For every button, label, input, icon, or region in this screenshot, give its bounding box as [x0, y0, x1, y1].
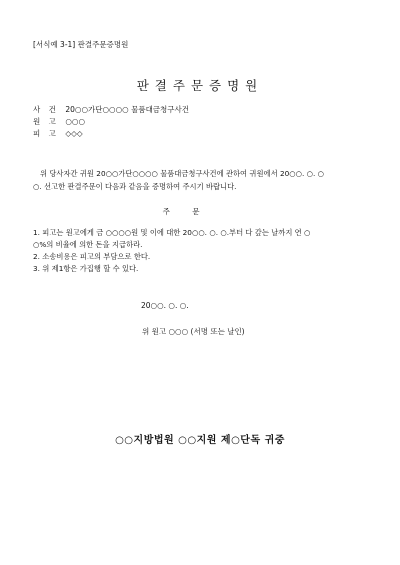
party-value: ◇◇◇	[65, 129, 83, 138]
court-addressee: ○○지방법원 ○○지원 제○단독 귀중	[115, 435, 285, 446]
order-line: 3. 위 제1항은 가집행 할 수 있다.	[33, 264, 139, 273]
page-title: 판결주문증명원	[136, 78, 264, 93]
order-line: ○%의 비율에 의한 돈을 지급하라.	[33, 240, 143, 249]
applicant-signature-line: 위 원고 ○○○ (서명 또는 날인)	[142, 327, 245, 336]
party-label: 원 고	[33, 117, 59, 126]
party-label: 피 고	[33, 129, 59, 138]
party-row-case	[33, 104, 189, 115]
party-row-defendant	[33, 128, 83, 139]
order-line: 1. 피고는 원고에게 금 ○○○○원 및 이에 대한 20○○. ○. ○.부터 다 갚는 날까지 연 ○	[33, 228, 311, 237]
party-label: 사 건	[33, 105, 59, 114]
date-line: 20○○. ○. ○.	[141, 301, 189, 310]
order-heading: 주 문	[162, 207, 210, 216]
request-line: 위 당사자간 귀원 20○○가단○○○○ 물품대금청구사건에 관하여 귀원에서 20○○. ○. ○	[40, 169, 324, 178]
order-line: 2. 소송비용은 피고의 부담으로 한다.	[33, 252, 151, 261]
party-row-plaintiff	[33, 116, 85, 127]
party-value: ○○○	[65, 117, 86, 126]
party-value: 20○○가단○○○○ 물품대금청구사건	[65, 105, 190, 114]
form-label: [서식예 3-1] 판결주문증명원	[33, 40, 129, 49]
request-line: ○. 선고한 판결주문이 다음과 같음을 증명하여 주시기 바랍니다.	[33, 182, 237, 191]
